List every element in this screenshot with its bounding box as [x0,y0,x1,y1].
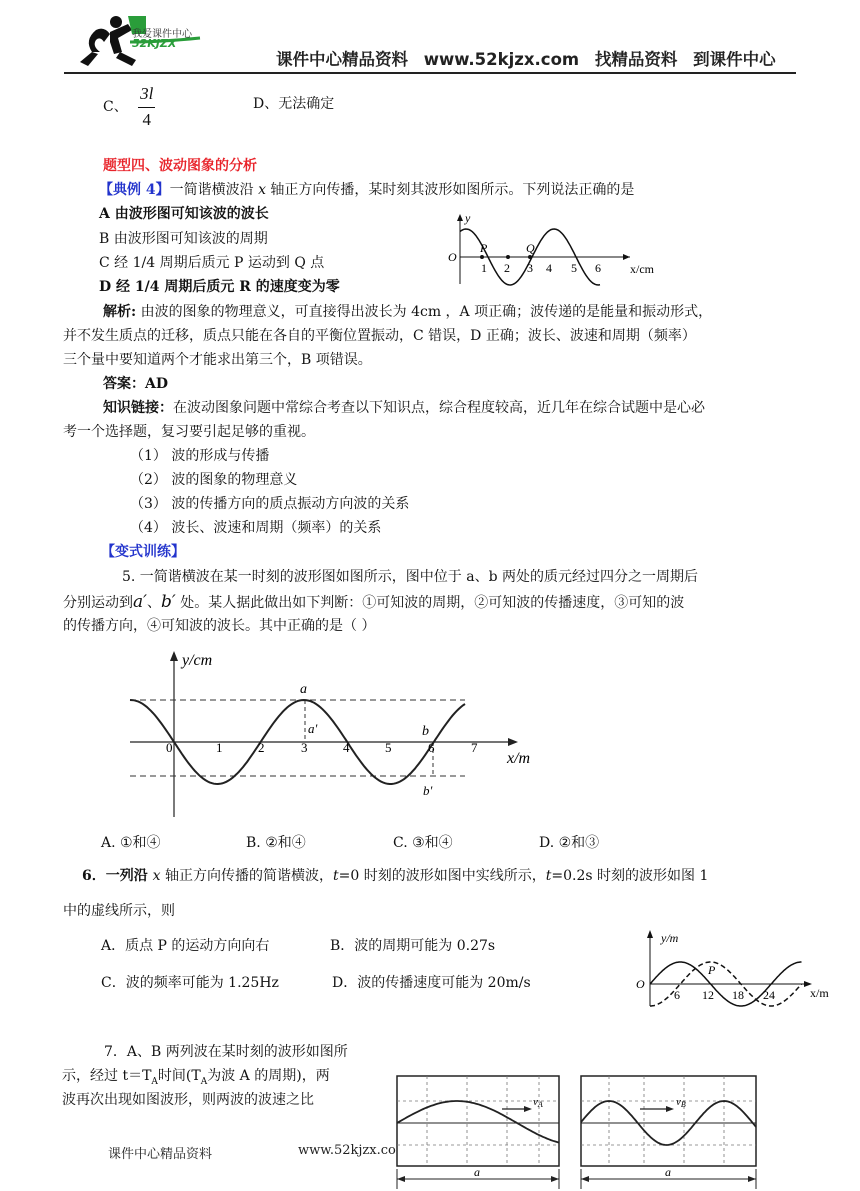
graph5-y-label: y/cm [182,652,213,669]
q6-line-2: 中的虚线所示，则 [63,903,175,919]
point-1: （1） 波的形成与传播 [130,448,270,464]
logo-subtext: 52KJZX [132,37,177,50]
point-3: （3） 波的传播方向的质点振动方向波的关系 [130,496,410,512]
q6-option-b: B．波的周期可能为 0.27s [330,938,496,954]
q6-text: 6．一列沿 [82,868,153,884]
q6-t1: t [332,868,339,884]
analysis-line-1 [103,302,712,322]
variant-title: 【变式训练】 [101,544,185,560]
graph5-tick-1: 1 [216,740,223,755]
logo-text: 我爱课件中心 [132,29,192,40]
graph6-y-text: y/m [661,931,679,945]
graph1-tick-4: 5 [571,261,577,275]
q7-text: 示，经过 t＝T [62,1068,152,1084]
graph6-p-label: P [708,963,716,977]
graph6-tick-0: 6 [674,988,680,1002]
footer-left: 课件中心精品资料 [108,1147,213,1162]
graph5-tick-0: 0 [166,740,173,755]
graph6-tick-1: 12 [702,988,714,1002]
graph6-tick-3: 24 [763,988,775,1002]
graph5-a-label: a [300,682,307,697]
knowledge-link-text: 在波动图象问题中常综合考查以下知识点，综合程度较高，近几年在综合试题中是心必 [173,400,705,416]
option-b: B 由波形图可知该波的周期 [99,231,268,247]
graph6-x-label: x/m [810,986,829,1000]
header-title: 课件中心精品资料 www.52kjzx.com 找精品资料 到课件中心 [276,50,776,69]
graph7-va-sub: A [537,1100,543,1109]
knowledge-link-2: 考一个选择题，复习要引起足够的重视。 [63,424,315,440]
graph7-vb [676,1096,686,1109]
section-title: 题型四、波动图象的分析 [103,158,257,174]
graph6-origin: O [636,977,645,991]
q6-text-c: =0 时刻的波形如图中实线所示， [338,868,546,884]
graph7-vb-v: v [676,1096,681,1108]
fraction-numerator: 3l [138,84,155,108]
q5-text-b: 处。某人据此做出如下判断：①可知波的周期，②可知波的传播速度，③可知的波 [175,595,685,611]
analysis-text-1: 由波的图象的物理意义，可直接得出波长为 4cm ，A 项正确；波传递的是能量和振动形式， [136,304,713,320]
graph5-tick-4: 4 [343,740,350,755]
graph7-va [533,1096,543,1109]
graph1-p-label: P [480,241,488,255]
q7-line-2 [62,1066,330,1092]
graph5-x-label: x/m [507,750,531,767]
graph1-tick-2: 3 [527,261,533,275]
prev-option-c-label: C、 [103,99,128,115]
point-4: （4） 波长、波速和周期（频率）的关系 [130,520,382,536]
example-stem [99,180,634,200]
q5-line-2 [63,592,684,613]
header-divider [64,72,796,74]
graph5-tick-5: 5 [385,740,392,755]
option-c: C 经 1/4 周期后质元 P 运动到 Q 点 [99,255,325,271]
graph7-a-label-left: a [474,1165,480,1179]
graph5-tick-6: 6 [428,740,435,755]
graph5-b-label: b [422,724,429,739]
q7-sub-a: A [151,1076,158,1087]
graph7-a-label-right: a [665,1165,671,1179]
q6-text-b: 轴正方向传播的简谐横波， [160,868,333,884]
graph1-q-label: Q [526,241,535,255]
wave-graph-example4 [440,210,670,288]
q5-option-d: D. ②和③ [539,835,600,851]
option-a: A 由波形图可知该波的波长 [99,206,269,222]
graph1-tick-0: 1 [481,261,487,275]
graph5-tick-2: 2 [258,740,265,755]
prev-option-c [103,84,155,130]
wave-graph-q5 [100,645,550,825]
graph7-vb-sub: B [680,1100,686,1109]
wave-graphs-q7 [394,1073,764,1191]
fraction [138,84,155,130]
graph5-tick-7: 7 [471,740,478,755]
q5-option-b: B. ②和④ [246,835,306,851]
example-text: 一简谐横波沿 [169,182,259,198]
q5-separator: 、 [147,595,161,611]
answer: 答案：AD [103,376,169,392]
analysis-line-2: 并不发生质点的迁移，质点只能在各自的平衡位置振动，C 错误，D 正确；波长、波速和周期（频率） [63,328,696,344]
example-x: x [258,182,266,198]
graph7-va-v: v [533,1096,538,1108]
example-tag: 【典例 4】 [99,182,170,198]
knowledge-link-1 [103,398,705,418]
q7-text-c: 为波 A 的周期)，两 [207,1068,330,1084]
graph1-tick-1: 2 [504,261,510,275]
q5-line-3: 的传播方向，④可知波的波长。其中正确的是（ ） [63,618,376,634]
q7-text-b: 时间(T [157,1068,201,1084]
q5-line-1: 5. 一简谐横波在某一时刻的波形图如图所示，图中位于 a、b 两处的质元经过四分之一周期后 [122,569,699,585]
q6-x: x [152,868,161,884]
fraction-denominator: 4 [142,110,152,129]
footer-right: www.52kjzx.co [298,1143,396,1158]
q6-line-1 [82,866,708,886]
knowledge-link-label: 知识链接： [103,400,173,416]
graph1-x-label: x/cm [630,262,654,276]
graph1-origin: O [448,250,457,264]
q7-line-3: 波再次出现如图波形，则两波的波速之比 [62,1092,314,1108]
graph5-b-prime-label: b' [423,783,433,798]
point-2: （2） 波的图象的物理意义 [130,472,298,488]
option-d: D 经 1/4 周期后质元 R 的速度变为零 [99,279,340,295]
q5-b-prime: b′ [161,592,176,612]
q5-a-prime: a′ [133,592,147,612]
graph5-a-prime-label: a' [308,721,318,736]
graph1-tick-3: 4 [546,261,552,275]
q6-option-a: A．质点 P 的运动方向向右 [101,938,270,954]
prev-option-d: D、无法确定 [253,96,335,112]
q7-sub-a2: A [200,1076,208,1087]
q6-option-d: D．波的传播速度可能为 20m/s [332,975,531,991]
graph6-tick-2: 18 [732,988,744,1002]
q6-option-c: C．波的频率可能为 1.25Hz [101,975,279,991]
q5-option-a: A. ①和④ [101,835,161,851]
wave-graph-q6 [632,927,832,1007]
example-text-b: 轴正方向传播，某时刻其波形如图所示。下列说法正确的是 [265,182,635,198]
q5-text: 分别运动到 [63,595,133,611]
q6-t2: t [545,868,552,884]
graph1-y-label: y [465,211,471,225]
q5-option-c: C. ③和④ [393,835,453,851]
q6-text-d: =0.2s 时刻的波形如图 1 [551,868,709,884]
analysis-line-3: 三个量中要知道两个才能求出第三个，B 项错误。 [63,352,372,368]
graph5-tick-3: 3 [301,740,308,755]
graph6-y-label [660,931,679,945]
header [0,0,860,80]
q7-line-1: 7．A、B 两列波在某时刻的波形如图所 [104,1044,348,1060]
graph1-tick-5: 6 [595,261,601,275]
analysis-label: 解析: [103,304,137,320]
